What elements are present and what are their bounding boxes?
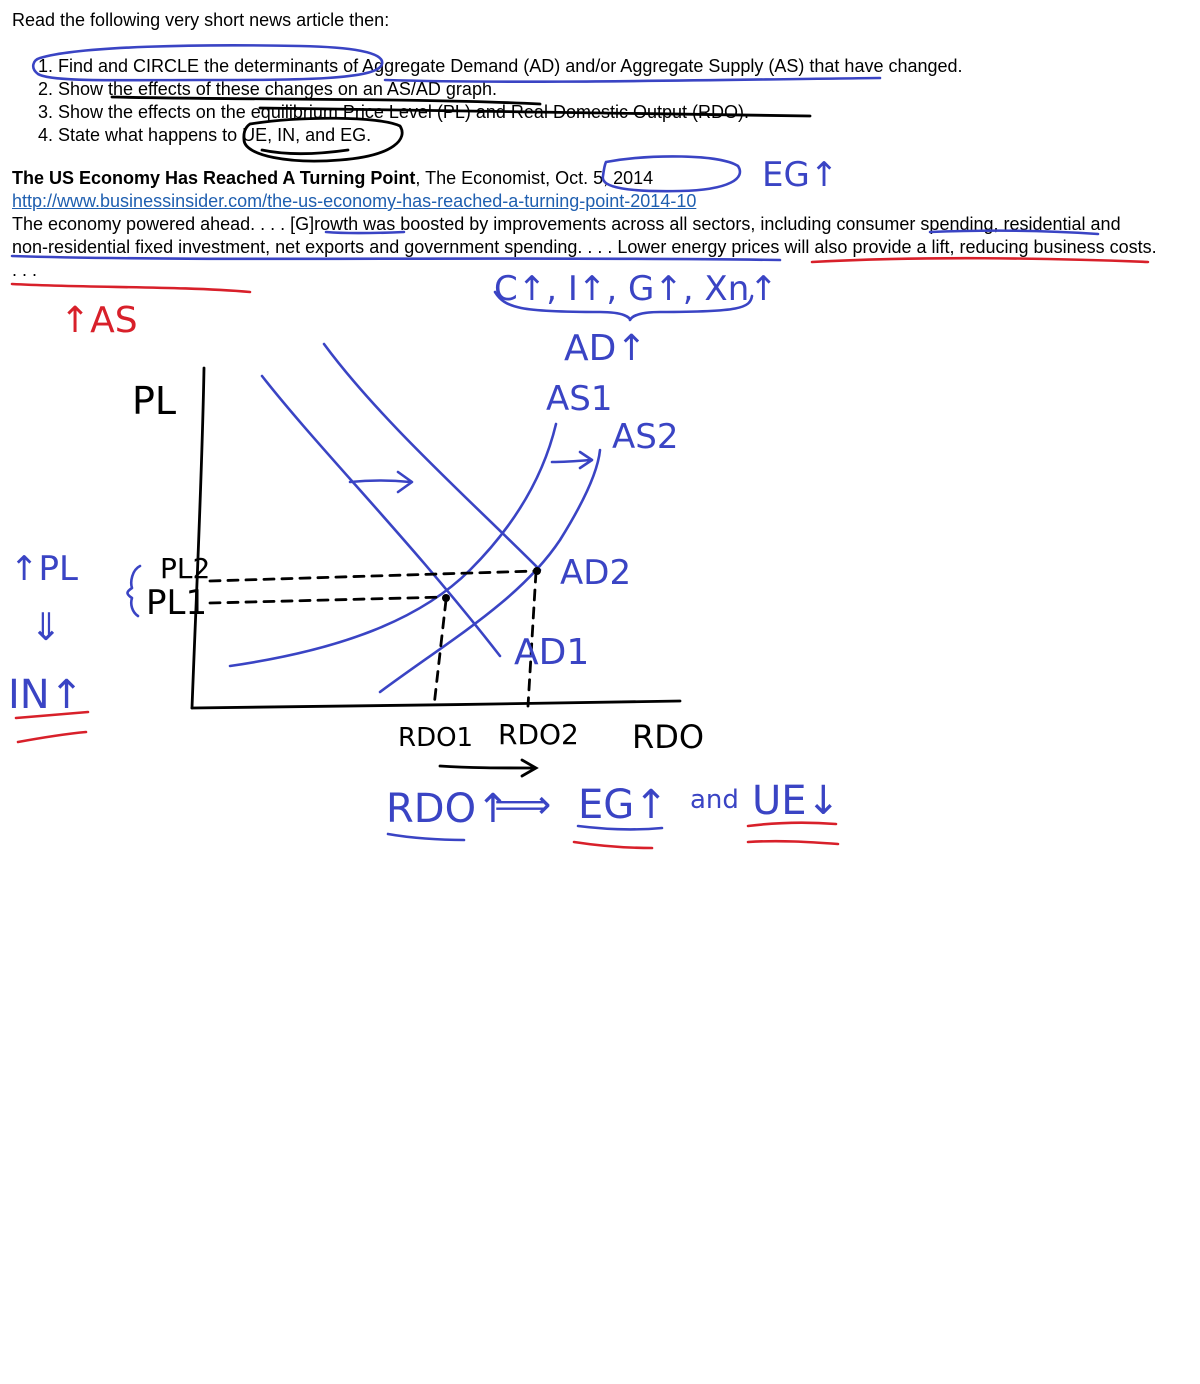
equilibrium-1-dot bbox=[442, 594, 450, 602]
brace-determinants bbox=[495, 292, 752, 320]
article-link[interactable]: http://www.businessinsider.com/the-us-economy-has-reached-a-turning-point-2014-10 bbox=[12, 191, 697, 211]
instruction-list bbox=[12, 55, 963, 147]
rdo2-label: RDO2 bbox=[498, 718, 579, 751]
as1-curve bbox=[230, 424, 556, 666]
as2-label: AS2 bbox=[612, 417, 679, 457]
step-3: 3. Show the effects on the equilibrium Price Level (PL) and Real Domestic Output (RDO). bbox=[58, 101, 963, 124]
step-4: 4. State what happens to UE, IN, and EG. bbox=[58, 124, 963, 147]
as1-label: AS1 bbox=[546, 379, 613, 419]
pl1-label: PL1 bbox=[146, 583, 208, 623]
as-up-annotation: ↑AS bbox=[60, 300, 138, 341]
conclusion-arrow: ⟹ bbox=[494, 782, 552, 828]
rdo1-dashed-line bbox=[434, 600, 446, 706]
rdo-shift-arrow bbox=[440, 760, 536, 776]
rdo2-dashed-line bbox=[528, 572, 536, 706]
article-date: Oct. 5, 2014 bbox=[555, 168, 654, 188]
step-2: 2. Show the effects of these changes on an AS/AD graph. bbox=[58, 78, 963, 101]
eg-up-annotation: EG↑ bbox=[762, 155, 839, 195]
underline-in-2 bbox=[18, 732, 86, 742]
underline-eg bbox=[574, 842, 652, 848]
conclusion-eg: EG↑ bbox=[578, 782, 668, 828]
conclusion-ue: UE↓ bbox=[752, 778, 841, 824]
as-shift-arrow bbox=[552, 452, 592, 468]
pl2-dashed-line bbox=[210, 571, 536, 581]
pl-up-annotation: ↑PL bbox=[10, 549, 78, 589]
rdo1-label: RDO1 bbox=[398, 723, 474, 753]
ad2-label: AD2 bbox=[560, 553, 632, 593]
intro-text: Read the following very short news article then: bbox=[12, 10, 390, 30]
underline-ue-2 bbox=[748, 841, 838, 844]
article-source: , The Economist, bbox=[415, 168, 556, 188]
x-axis-label: RDO bbox=[632, 718, 705, 756]
underline-eg-blue bbox=[578, 826, 662, 829]
ad1-label: AD1 bbox=[514, 632, 590, 673]
ad2-curve bbox=[324, 344, 540, 570]
ad-up-annotation: AD↑ bbox=[564, 328, 647, 369]
underline-ue-in-eg bbox=[262, 150, 348, 154]
pl-brace bbox=[128, 566, 141, 616]
article-headline bbox=[12, 167, 653, 190]
equilibrium-2-dot bbox=[533, 567, 541, 575]
underline-business-costs bbox=[12, 284, 250, 292]
pl2-label: PL2 bbox=[160, 552, 211, 585]
graph-y-axis bbox=[192, 368, 204, 708]
pl1-dashed-line bbox=[210, 597, 446, 603]
in-up-annotation: IN↑ bbox=[8, 672, 84, 718]
conclusion-and: and bbox=[690, 785, 739, 815]
underline-rdo bbox=[388, 834, 464, 840]
as2-curve bbox=[380, 450, 600, 692]
step-1: 1. Find and CIRCLE the determinants of Aggregate Demand (AD) and/or Aggregate Supply (AS) that have changed. bbox=[58, 55, 963, 78]
conclusion-rdo: RDO↑ bbox=[386, 786, 510, 832]
article-title: The US Economy Has Reached A Turning Point bbox=[12, 168, 416, 188]
ad-shift-arrow bbox=[350, 472, 412, 492]
y-axis-label: PL bbox=[132, 379, 177, 423]
graph-x-axis bbox=[192, 701, 680, 708]
underline-in-1 bbox=[16, 712, 88, 718]
article-body: The economy powered ahead. . . . [G]rowth was boosted by improvements across all sectors, including consumer spending, residential and non-residential fixed investment, net exports and government spending. . . . Lower energy prices will also provide a lift, reducing business costs. . . . bbox=[12, 214, 1157, 280]
underline-ue-1 bbox=[748, 823, 836, 826]
determinants-annotation: C↑, I↑, G↑, Xn↑ bbox=[494, 269, 778, 309]
ad1-curve bbox=[262, 376, 500, 656]
down-arrow-annotation: ⇓ bbox=[30, 605, 62, 649]
